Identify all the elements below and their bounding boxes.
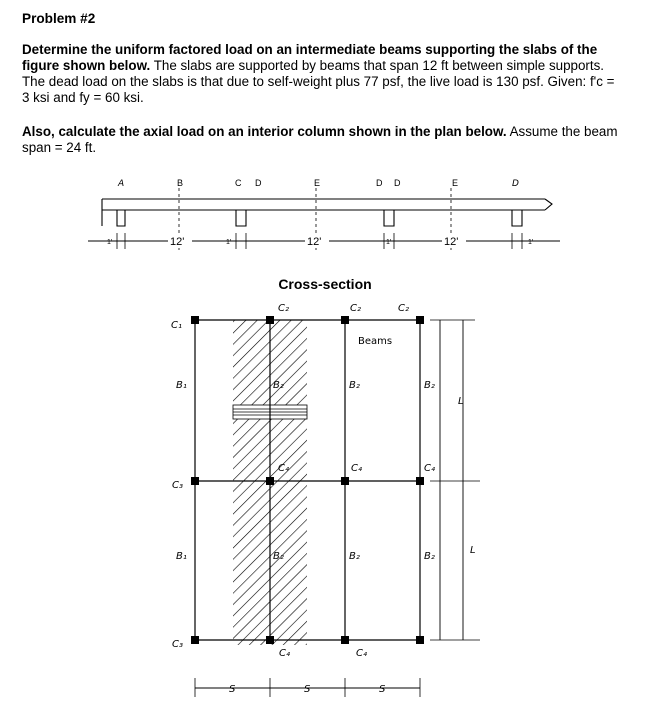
plan-columns [191,316,424,644]
label-e: E [314,178,321,188]
label-a: A [118,179,125,189]
label-c3b: C₃ [172,639,183,650]
span-label-1: 12' [170,236,185,248]
column-c2b [341,316,349,324]
support-label-1: 1' [107,239,113,246]
beams-label: Beams [358,336,393,347]
column-c2c [416,316,424,324]
span-label-2: 12' [307,236,322,248]
label-c4c: C₄ [424,463,435,474]
label-c2b: C₂ [350,303,361,314]
label-b1a: B₁ [176,380,187,391]
column-c4b [341,477,349,485]
support-label-4: 1' [528,239,534,246]
p2-text: Assume the beam span = 24 ft. [22,124,618,155]
label-b2d: B₂ [273,551,284,562]
label-b2c: B₂ [424,380,435,391]
label-b2a: B₂ [273,380,284,391]
plan-drawing [195,320,480,697]
length-l2: L [470,545,476,556]
label-e2: E [452,178,459,188]
label-c2a: C₂ [278,303,289,314]
length-l1: L [458,396,464,407]
label-c4b: C₄ [351,463,362,474]
p1-text: The slabs are supported by beams that span 12 ft between simple supports. The dead load on the slabs is that due to self-weight plus 77 psf, the live load is 130 psf. Given: f'c = 3 ksi and fy = 60 ksi. [22,58,615,105]
label-d2: D [376,178,383,188]
column-c4e [341,636,349,644]
label-d3: D [394,178,401,188]
column-c4f [416,636,424,644]
column-c1 [191,316,199,324]
column-c3b [191,636,199,644]
column-c2a [266,316,274,324]
column-c4d [266,636,274,644]
label-b2f: B₂ [424,551,435,562]
label-c1: C₁ [171,320,182,331]
span-s1: S [229,684,236,695]
label-d: D [255,178,262,188]
label-c4a: C₄ [278,463,289,474]
label-b2b: B₂ [349,380,360,391]
label-b2e: B₂ [349,551,360,562]
cross-section-top-labels [117,178,519,189]
p2-bold-text: Also, calculate the axial load on an interior column shown in the plan below. [22,124,507,139]
label-d4: D [512,179,519,189]
label-c4d: C₄ [279,648,290,659]
label-b1b: B₁ [176,551,187,562]
p1-bold-text: Determine the uniform factored load on an intermediate beams supporting the slabs of the figure shown below. [22,42,598,73]
span-s3: S [379,684,386,695]
span-label-3: 12' [444,236,459,248]
column-c4a [266,477,274,485]
problem-title: Problem #2 [22,11,96,26]
label-b: B [177,178,184,188]
column-c4c [416,477,424,485]
support-label-3: 1' [386,239,392,246]
label-c2c: C₂ [398,303,409,314]
span-s2: S [304,684,311,695]
label-c: C [235,178,242,188]
support-label-2: 1' [226,239,232,246]
column-c3a [191,477,199,485]
label-c4e: C₄ [356,648,367,659]
cross-section-caption: Cross-section [278,276,372,292]
label-c3a: C₃ [172,480,183,491]
